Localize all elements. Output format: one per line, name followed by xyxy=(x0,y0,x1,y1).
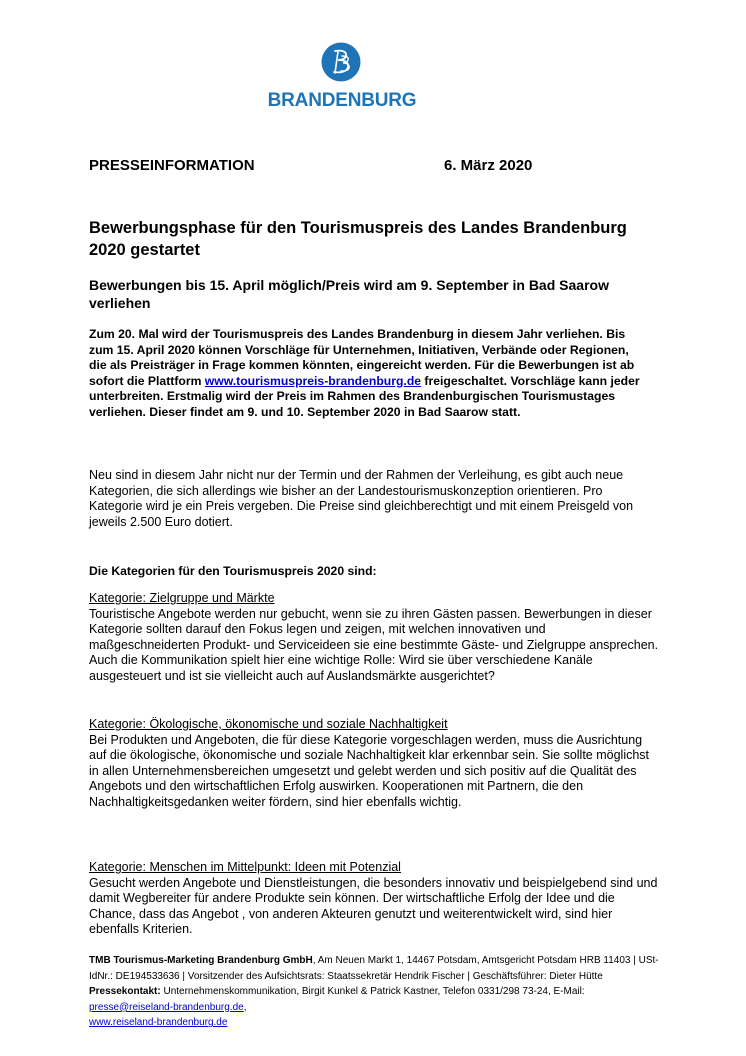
category-title: Kategorie: Menschen im Mittelpunkt: Ideen mit Potenzial xyxy=(89,860,401,874)
brandenburg-logo xyxy=(262,42,422,114)
press-info-label: PRESSEINFORMATION xyxy=(89,157,255,174)
footer-press-label: Pressekontakt: xyxy=(89,986,161,998)
category-text: Bei Produkten und Angeboten, die für diese Kategorie vorgeschlagen werden, muss die Ausrichtung auf die ökologische, ökonomische und soziale Nachhaltigkeit klar erkennbar sein. Sie sollte möglichst in allen Unternehmensbereichen umgesetzt und gelebt werden und sich positiv auf die Qualität des Angebots und den wirtschaftlichen Erfolg auswirken. Kooperationen mit Partnern, die den Nachhaltigkeitsgedanken weiter fördern, sind hier ebenfalls wichtig. xyxy=(89,732,650,809)
press-date: 6. März 2020 xyxy=(444,157,533,174)
footer-separator: , xyxy=(243,1001,247,1013)
category-title: Kategorie: Zielgruppe und Märkte xyxy=(89,591,275,605)
lead-paragraph xyxy=(89,327,649,421)
page-title: Bewerbungsphase für den Tourismuspreis des Landes Brandenburg 2020 gestartet xyxy=(89,219,627,259)
category-text: Touristische Angebote werden nur gebucht, wenn sie zu ihren Gästen passen. Bewerbungen in dieser Kategorie sollten darauf den Fokus legen und zeigen, mit welchen innovativen und maßgeschneiderten Produkt- und Serviceideen sie eine bestimmte Gäste- und Zielgruppe ansprechen. Auch die Kommunikation spielt hier eine wichtige Rolle: Wird sie über verschiedene Kanäle ausgesteuert und ist sie vielleicht auch auf Auslandsmärkte ausgerichtet? xyxy=(89,606,659,683)
bb-monogram-icon xyxy=(321,42,361,82)
footer-text-1: , Am Neuen Markt 1, 14467 Potsdam, Amtsgericht Potsdam HRB 11403 | USt-IdNr.: DE194533636 | Vorsitzender des Aufsichtsrats: Staatssekretär Hendrik Fischer | Geschäftsführer: Dieter Hütte xyxy=(89,955,659,982)
footer-company: TMB Tourismus-Marketing Brandenburg GmbH xyxy=(89,955,313,966)
lead-text-start: Zum 20. Mal wird der Tourismuspreis des Landes Brandenburg in diesem Jahr verliehen. Bis zum 15. April 2020 können Vorschläge für Unternehmen, Initiativen, Verbände oder Regionen, die als Preisträger in Frage kommen könnten, eingereicht werden. Für die Bewerbungen ist ab sofort die Plattform xyxy=(89,327,635,388)
category-menschen xyxy=(89,860,659,938)
lead-text-end: freigeschaltet. Vorschläge kann jeder unterbreiten. Erstmalig wird der Preis im Rahmen des Brandenburgischen Tourismustages verliehen. Dieser findet am 9. und 10. September 2020 in Bad Saarow statt. xyxy=(89,373,640,419)
footer-text-2: Unternehmenskommunikation, Birgit Kunkel & Patrick Kastner, Telefon 0331/298 73-24, E-Mail: xyxy=(160,986,585,998)
category-nachhaltigkeit xyxy=(89,717,659,811)
intro-paragraph: Neu sind in diesem Jahr nicht nur der Termin und der Rahmen der Verleihung, es gibt auch neue Kategorien, die sich allerdings wie bisher an der Landestourismuskonzeption orientieren. Pro Kategorie wird je ein Preis vergeben. Die Preise sind gleichberechtigt und mit einem Preisgeld von jeweils 2.500 Euro dotiert. xyxy=(89,468,634,529)
logo-wordmark: BRANDENBURG xyxy=(267,90,417,111)
footer-imprint xyxy=(89,953,669,1031)
category-zielgruppe xyxy=(89,591,659,685)
category-text: Gesucht werden Angebote und Dienstleistungen, die besonders innovativ und beispielgebend sind und damit Wegbereiter für andere Produkte sein können. Der wirtschaftliche Erfolg der Idee und die Chance, dass das Angebot , von anderen Akteuren genutzt und weiterentwickelt wird, sind hier ebenfalls Kriterien. xyxy=(89,875,658,937)
website-link[interactable]: www.reiseland-brandenburg.de xyxy=(89,1017,228,1029)
press-email-link[interactable]: presse@reiseland-brandenburg.de xyxy=(89,1001,244,1013)
page-subtitle: Bewerbungen bis 15. April möglich/Preis wird am 9. September in Bad Saarow verliehen xyxy=(89,277,609,311)
tourismuspreis-link[interactable]: www.tourismuspreis-brandenburg.de xyxy=(204,373,422,388)
category-title: Kategorie: Ökologische, ökonomische und soziale Nachhaltigkeit xyxy=(89,717,448,731)
categories-heading: Die Kategorien für den Tourismuspreis 2020 sind: xyxy=(89,564,377,578)
